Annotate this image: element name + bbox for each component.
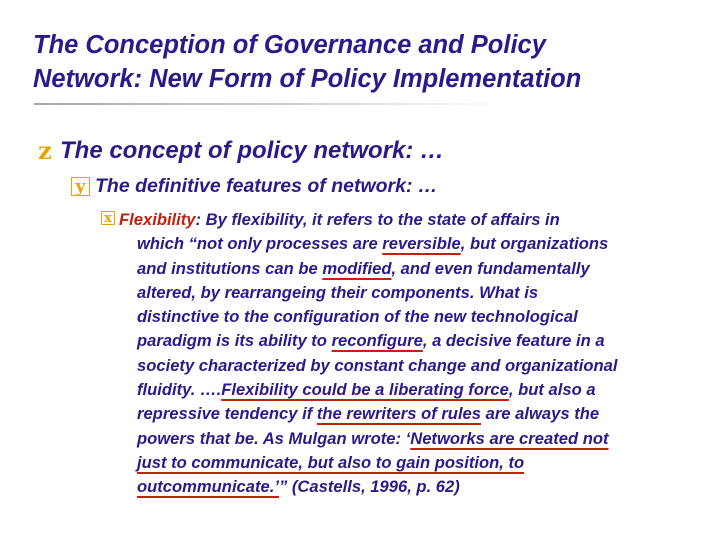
z-bullet-icon: z (38, 136, 52, 165)
paragraph-line (119, 208, 709, 232)
paragraph-text: ” (Castells, 1996, p. 62) (279, 477, 460, 497)
underlined-phrase: Flexibility could be a liberating force (221, 380, 509, 400)
paragraph-text: society characterized by constant change and organizational (137, 355, 618, 375)
paragraph-line (119, 257, 709, 281)
term-flexibility: Flexibility (119, 210, 196, 229)
paragraph-text: and institutions can be (137, 258, 323, 278)
underlined-phrase: outcommunicate.’ (137, 477, 279, 497)
underlined-phrase: modified (322, 258, 392, 278)
paragraph-text: paradigm is its ability to (137, 331, 332, 351)
y-box-bullet-icon: y (71, 177, 90, 196)
paragraph-text: : By flexibility, it refers to the state of affairs in (195, 210, 560, 229)
underlined-phrase: reconfigure (331, 331, 423, 351)
underlined-phrase: Networks are created not (410, 428, 609, 448)
paragraph-line (119, 354, 709, 378)
paragraph-text: repressive tendency if (137, 404, 317, 424)
slide-title (33, 28, 703, 96)
paragraph-line (119, 281, 709, 305)
title-divider (34, 103, 504, 105)
paragraph-text: , but also a (508, 380, 596, 400)
bullet-level-3 (101, 208, 713, 500)
paragraph-text: which “not only processes are (137, 234, 383, 254)
paragraph-text: distinctive to the configuration of the new technological (137, 307, 578, 327)
title-line-2: Network: New Form of Policy Implementation (33, 65, 582, 93)
paragraph-text: , and even fundamentally (391, 258, 590, 278)
paragraph-line (119, 475, 709, 499)
paragraph-line (119, 378, 709, 402)
paragraph-text: are always the (481, 404, 600, 424)
paragraph-text: powers that be. As Mulgan wrote: ‘ (137, 428, 411, 448)
bullet-level-1 (33, 136, 444, 166)
underlined-phrase: the rewriters of rules (316, 404, 482, 424)
paragraph-text: fluidity. …. (137, 380, 222, 400)
flexibility-paragraph (119, 208, 709, 500)
paragraph-line (119, 451, 709, 475)
x-box-bullet-icon: x (101, 211, 115, 225)
bullet-level-2-text: The definitive features of network: … (95, 175, 438, 197)
underlined-phrase: just to communicate, but also to gain position, to (137, 452, 525, 472)
bullet-level-1-text: The concept of policy network: … (60, 137, 445, 164)
paragraph-line (119, 402, 709, 426)
paragraph-text: , a decisive feature in a (422, 331, 605, 351)
underlined-phrase: reversible (382, 234, 461, 254)
title-line-1: The Conception of Governance and Policy (33, 31, 546, 59)
paragraph-line (119, 305, 709, 329)
paragraph-line (119, 329, 709, 353)
paragraph-text: altered, by rearrangeing their components. What is (137, 282, 539, 302)
paragraph-text: , but organizations (460, 234, 609, 254)
paragraph-line (119, 232, 709, 256)
paragraph-line (119, 427, 709, 451)
bullet-level-2 (71, 174, 437, 199)
